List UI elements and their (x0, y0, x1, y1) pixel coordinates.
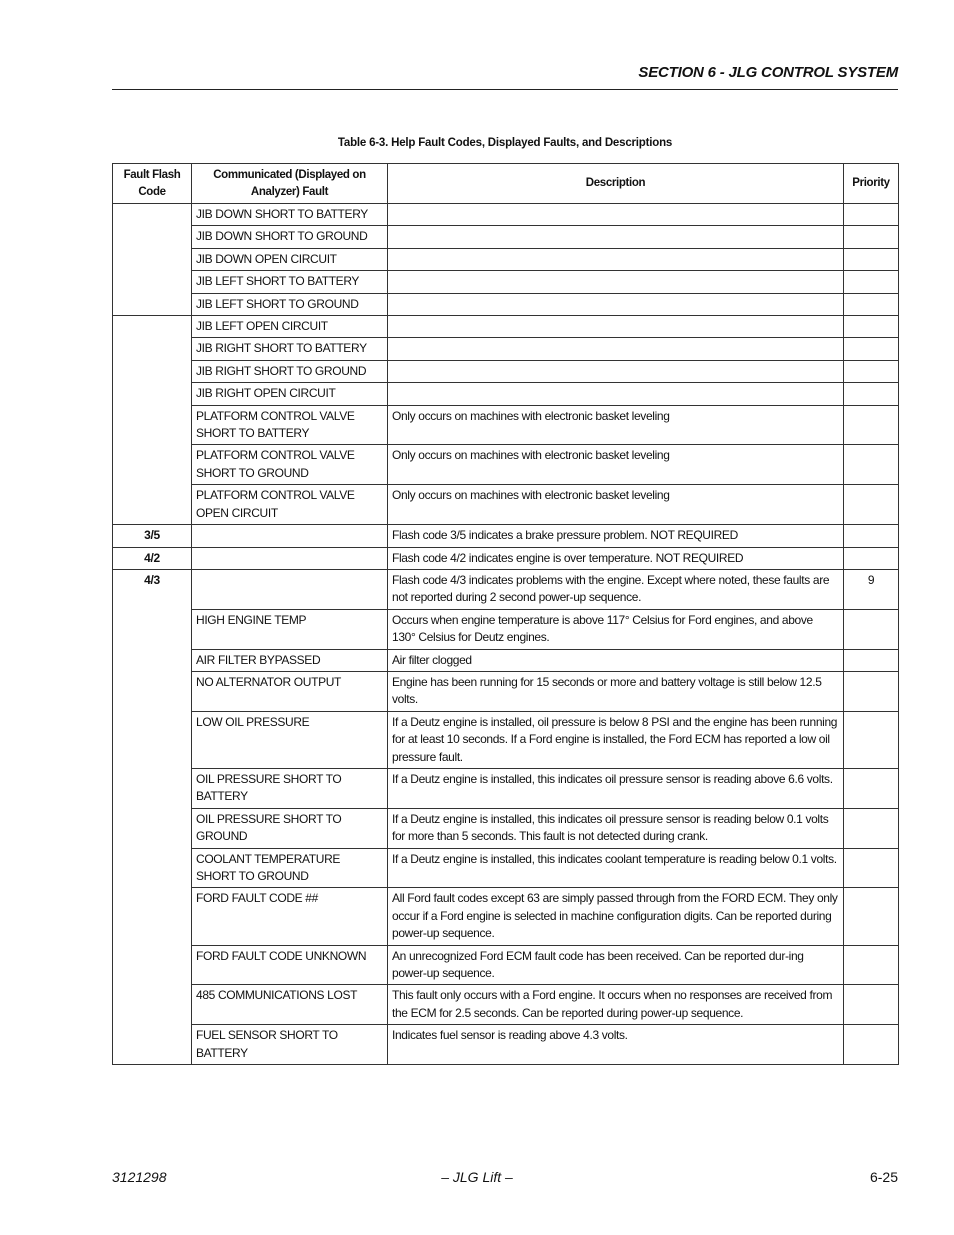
cell-fault: LOW OIL PRESSURE (192, 711, 388, 768)
table-row (113, 985, 899, 1025)
cell-fault: PLATFORM CONTROL VALVE SHORT TO BATTERY (192, 405, 388, 445)
cell-flash-code (113, 204, 192, 316)
cell-fault: JIB DOWN SHORT TO GROUND (192, 226, 388, 248)
header-rule (112, 89, 898, 90)
cell-priority (844, 485, 899, 525)
table-row (113, 888, 899, 945)
cell-priority (844, 405, 899, 445)
cell-description: If a Deutz engine is installed, this indicates coolant temperature is reading below 0.1 volts. (388, 848, 844, 888)
cell-fault: JIB RIGHT SHORT TO BATTERY (192, 338, 388, 360)
cell-description: All Ford fault codes except 63 are simply passed through from the FORD ECM. They only occur if a Ford engine is selected in machine configuration digits. Can be reported during power-up sequence. (388, 888, 844, 945)
table-row (113, 226, 899, 248)
cell-fault: JIB LEFT SHORT TO BATTERY (192, 271, 388, 293)
table-row (113, 671, 899, 711)
table-body (113, 204, 899, 1065)
cell-description: If a Deutz engine is installed, oil pressure is below 8 PSI and the engine has been running for at least 10 seconds. If a Ford engine is installed, the Ford ECM has reported a low oil pressure fault. (388, 711, 844, 768)
cell-priority (844, 338, 899, 360)
cell-flash-code (113, 316, 192, 525)
cell-description: Only occurs on machines with electronic basket leveling (388, 445, 844, 485)
table-row (113, 649, 899, 671)
cell-fault: JIB DOWN SHORT TO BATTERY (192, 204, 388, 226)
cell-fault: PLATFORM CONTROL VALVE SHORT TO GROUND (192, 445, 388, 485)
cell-fault: NO ALTERNATOR OUTPUT (192, 671, 388, 711)
table-row (113, 445, 899, 485)
table-row (113, 293, 899, 315)
cell-fault: FORD FAULT CODE UNKNOWN (192, 945, 388, 985)
cell-description: Only occurs on machines with electronic basket leveling (388, 405, 844, 445)
cell-fault: OIL PRESSURE SHORT TO GROUND (192, 808, 388, 848)
cell-description (388, 293, 844, 315)
cell-priority (844, 649, 899, 671)
cell-priority (844, 383, 899, 405)
cell-flash-code: 3/5 (113, 525, 192, 547)
column-header-priority: Priority (844, 164, 899, 204)
table-row (113, 248, 899, 270)
cell-priority (844, 808, 899, 848)
cell-description (388, 226, 844, 248)
document-number: 3121298 (112, 1169, 167, 1185)
cell-priority (844, 945, 899, 985)
cell-fault: JIB RIGHT OPEN CIRCUIT (192, 383, 388, 405)
table-caption: Table 6-3. Help Fault Codes, Displayed Faults, and Descriptions (337, 137, 673, 149)
cell-priority (844, 848, 899, 888)
cell-fault (192, 547, 388, 569)
fault-codes-table (112, 163, 899, 1065)
cell-fault: JIB LEFT SHORT TO GROUND (192, 293, 388, 315)
table-row (113, 569, 899, 609)
table-row (113, 609, 899, 649)
cell-priority (844, 226, 899, 248)
cell-description (388, 360, 844, 382)
cell-priority (844, 609, 899, 649)
cell-priority (844, 360, 899, 382)
table-row (113, 768, 899, 808)
cell-priority: 9 (844, 569, 899, 609)
cell-description: Flash code 4/2 indicates engine is over temperature. NOT REQUIRED (388, 547, 844, 569)
cell-description: Engine has been running for 15 seconds or more and battery voltage is still below 12.5 volts. (388, 671, 844, 711)
cell-priority (844, 547, 899, 569)
cell-description (388, 271, 844, 293)
table-row (113, 525, 899, 547)
table-row (113, 547, 899, 569)
cell-priority (844, 711, 899, 768)
table-row (113, 316, 899, 338)
cell-description (388, 204, 844, 226)
cell-fault: FORD FAULT CODE ## (192, 888, 388, 945)
cell-priority (844, 768, 899, 808)
cell-flash-code: 4/2 (113, 547, 192, 569)
cell-fault: JIB LEFT OPEN CIRCUIT (192, 316, 388, 338)
cell-priority (844, 293, 899, 315)
cell-description: If a Deutz engine is installed, this indicates oil pressure sensor is reading above 6.6 volts. (388, 768, 844, 808)
table-row (113, 1025, 899, 1065)
cell-fault: FUEL SENSOR SHORT TO BATTERY (192, 1025, 388, 1065)
table-header-row (113, 164, 899, 204)
cell-description (388, 338, 844, 360)
cell-description: An unrecognized Ford ECM fault code has been received. Can be reported dur-ing power-up sequence. (388, 945, 844, 985)
cell-priority (844, 985, 899, 1025)
cell-priority (844, 204, 899, 226)
cell-priority (844, 671, 899, 711)
cell-fault: PLATFORM CONTROL VALVE OPEN CIRCUIT (192, 485, 388, 525)
cell-priority (844, 1025, 899, 1065)
cell-fault (192, 525, 388, 547)
cell-description: Occurs when engine temperature is above 117° Celsius for Ford engines, and above 130° Celsius for Deutz engines. (388, 609, 844, 649)
cell-priority (844, 445, 899, 485)
table-row (113, 848, 899, 888)
cell-priority (844, 525, 899, 547)
cell-description: Indicates fuel sensor is reading above 4.3 volts. (388, 1025, 844, 1065)
cell-description: This fault only occurs with a Ford engine. It occurs when no responses are received from the ECM for 2.5 seconds. Can be reported during power-up sequence. (388, 985, 844, 1025)
cell-fault: 485 COMMUNICATIONS LOST (192, 985, 388, 1025)
table-row (113, 360, 899, 382)
cell-priority (844, 248, 899, 270)
cell-priority (844, 271, 899, 293)
cell-priority (844, 888, 899, 945)
table-row (113, 808, 899, 848)
column-header-flash-code: Fault Flash Code (113, 164, 192, 204)
table-row (113, 271, 899, 293)
cell-description: If a Deutz engine is installed, this indicates oil pressure sensor is reading below 0.1 volts for more than 5 seconds. This fault is not detected during crank. (388, 808, 844, 848)
cell-fault (192, 569, 388, 609)
cell-description (388, 383, 844, 405)
column-header-fault: Communicated (Displayed on Analyzer) Fault (192, 164, 388, 204)
cell-description: Only occurs on machines with electronic basket leveling (388, 485, 844, 525)
page-number: 6-25 (869, 1169, 898, 1185)
table-row (113, 711, 899, 768)
cell-fault: AIR FILTER BYPASSED (192, 649, 388, 671)
cell-description: Air filter clogged (388, 649, 844, 671)
section-title: SECTION 6 - JLG CONTROL SYSTEM (638, 64, 898, 81)
cell-description: Flash code 3/5 indicates a brake pressure problem. NOT REQUIRED (388, 525, 844, 547)
table-row (113, 338, 899, 360)
cell-description (388, 248, 844, 270)
cell-flash-code: 4/3 (113, 569, 192, 1064)
table-row (113, 485, 899, 525)
cell-description: Flash code 4/3 indicates problems with the engine. Except where noted, these faults are not reported during 2 second power-up sequence. (388, 569, 844, 609)
table-row (113, 405, 899, 445)
column-header-description: Description (388, 164, 844, 204)
cell-fault: JIB RIGHT SHORT TO GROUND (192, 360, 388, 382)
cell-fault: JIB DOWN OPEN CIRCUIT (192, 248, 388, 270)
table-row (113, 383, 899, 405)
table-row (113, 945, 899, 985)
footer-brand: – JLG Lift – (441, 1169, 513, 1185)
cell-fault: COOLANT TEMPERATURE SHORT TO GROUND (192, 848, 388, 888)
table-row (113, 204, 899, 226)
cell-description (388, 316, 844, 338)
cell-fault: OIL PRESSURE SHORT TO BATTERY (192, 768, 388, 808)
cell-fault: HIGH ENGINE TEMP (192, 609, 388, 649)
cell-priority (844, 316, 899, 338)
